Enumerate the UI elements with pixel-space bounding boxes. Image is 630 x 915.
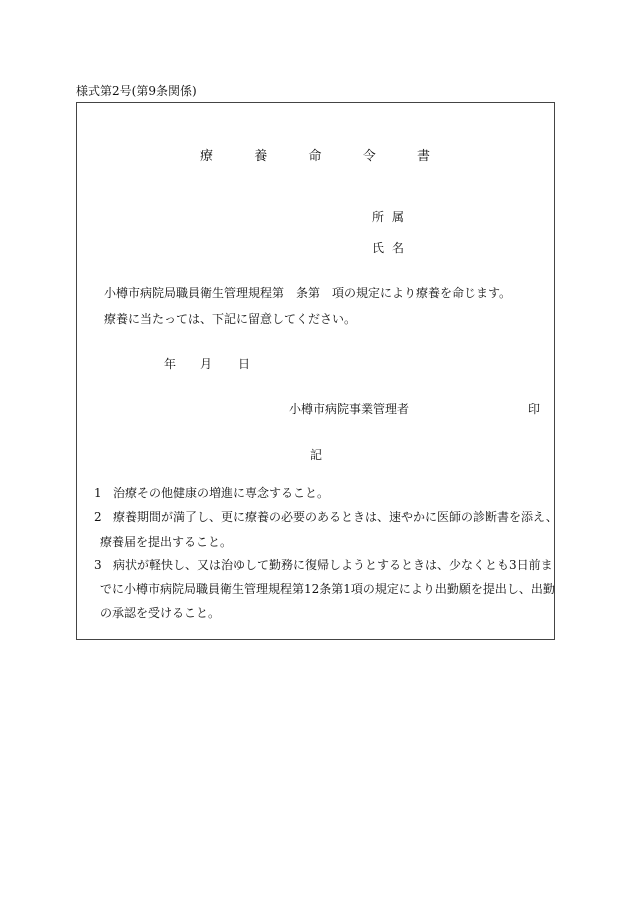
- order-statement: 小樽市病院局職員衛生管理規程第 条第 項の規定により療養を命じます。: [104, 286, 512, 300]
- title-char: 養: [254, 149, 268, 164]
- seal-mark: 印: [528, 402, 541, 416]
- note-number: 3: [94, 558, 102, 572]
- note-number: 2: [94, 510, 102, 524]
- date-year-label: 年: [164, 357, 177, 371]
- note-text-continued: の承認を受けること。: [100, 606, 221, 620]
- title-char: 命: [308, 149, 322, 164]
- issuer-title: 小樽市病院事業管理者: [289, 402, 410, 416]
- note-text: 治療その他健康の増進に専念すること。: [113, 486, 330, 500]
- form-number-label: 様式第2号(第9条関係): [76, 84, 197, 98]
- note-text: 病状が軽快し、又は治ゆして勤務に復帰しようとするときは、少なくとも3日前ま: [113, 558, 553, 572]
- affiliation-label: 所 属: [372, 210, 405, 224]
- note-text-continued: でに小樽市病院局職員衛生管理規程第12条第1項の規定により出勤願を提出し、出勤: [100, 582, 555, 596]
- note-number: 1: [94, 486, 102, 500]
- issue-date: [164, 358, 250, 370]
- title-char: 書: [416, 149, 430, 164]
- notes-heading: 記: [310, 448, 323, 462]
- note-text: 療養期間が満了し、更に療養の必要のあるときは、速やかに医師の診断書を添え、: [113, 510, 558, 524]
- name-label: 氏 名: [372, 241, 405, 255]
- date-day-label: 日: [238, 357, 251, 371]
- title-char: 療: [200, 149, 214, 164]
- note-text-continued: 療養届を提出すること。: [100, 535, 233, 549]
- date-month-label: 月: [200, 357, 213, 371]
- title-char: 令: [362, 149, 376, 164]
- order-instruction: 療養に当たっては、下記に留意してください。: [104, 312, 357, 326]
- document-title: [200, 150, 430, 163]
